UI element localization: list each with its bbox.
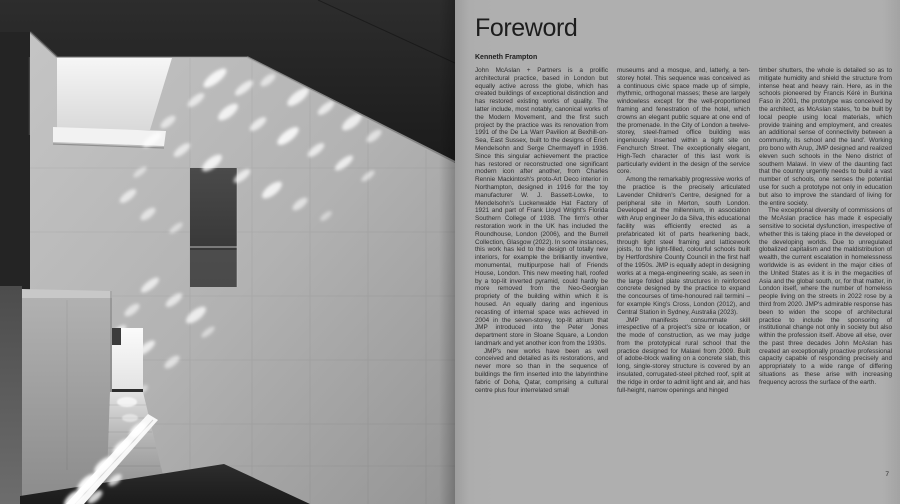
foreword-paragraph: museums and a mosque, and, latterly, a ten-storey hotel. This sequence was conceived as a continuous civic space made up of simple, rhythmic, orthogonal masses; these are largely windowless except for the well-proportioned framing and fenestration of the hotel, which crowns an elegant public square at one end of the promenade. In the City of London a twelve-storey, steel-framed office building was ingeniously inserted within a tight site on Fenchurch Street. The exceptionally elegant, High-Tech character of this last work is particularly evident in the design of the service core. — [617, 67, 750, 176]
foreword-paragraph: Among the remarkably progressive works of the practice is the precisely articulated Lavender Children's Centre, designed for a peripheral site in Merton, south London. Developed at the millennium, in association with Arup engineer Jo da Silva, this educational facility was efficiently erected as a prefabricated kit of parts hearkening back, through light steel framing and latticework joists, to the light-filled, colourful schools built by Hertfordshire County Council in the first half of the 1950s. JMP is equally adept in designing works at a mega-engineering scale, as seen in the large folded plate structures in reinforced concrete designed by the practice to expand the concourses of time-honoured rail termini – for example King's Cross, London (2012), and Central Station in Sydney, Australia (2023). — [617, 176, 750, 316]
foreword-paragraph: The exceptional diversity of commissions of the McAslan practice has made it especially sensitive to societal dysfunction, irrespective of whether this is taking place in the developed or the developing worlds. Due to unregulated globalized capitalism and the maldistribution of wealth, the current escalation in homelessness worldwide is as evident in the major cities of the United States as it is in the megacities of Asia and the global south, or, for that matter, in London itself, where the number of homeless people living on the streets in 2022 rose by a third from 2020. JMP's admirable response has been to widen the scope of architectural practice to include the sponsoring of institutional change not only in society but also within the profession itself. Above all else, over the past three decades John McAslan has created an exceptionally proactive professional capacity capable of responding precisely and appropriately to a wide range of differing situations as these arise with increasing frequency across the surface of the earth. — [759, 207, 892, 386]
foreword-paragraph: timber shutters, the whole is detailed so as to mitigate humidity and shield the structure from intense heat and heavy rain. Here, as in the schools pioneered by Francis Kéré in Burkina Faso in 2001, the prototype was conceived by the architect, as McAslan states, 'to be built by local people using local materials, which provide training and employment, and creates an additional sense of connectivity between a community, its school and the land'. Working pro bono with Arup, JMP designed and realized eleven such schools in the Neno district of southern Malawi. In view of the daunting fact that the country urgently needs to build a vast number of schools, one senses the potential use for such a prototype not only in education but also to improve the standard of living for the entire society. — [759, 67, 892, 207]
text-column-1 — [475, 67, 608, 394]
foreword-paragraph: John McAslan + Partners is a prolific architectural practice, based in London but equally active across the globe, which has created buildings of exceptional distinction and has restored existing works of quality. The latter include, most notably, canonical works of the Modern Movement, and the first such project by the practice was its renovation from 1991 of the De La Warr Pavilion at Bexhill-on-Sea, East Sussex, built to the designs of Erich Mendelsohn and Serge Chermayeff in 1936. Since this singular achievement the practice has restored or reconstructed one significant modern icon after another, from Charles Rennie Mackintosh's proto-Art Deco interior in Northampton, designed in 1916 for the toy manufacturer W. J. Bassett-Lowke, to Mendelsohn's Luckenwalde Hat Factory of 1921 and part of Frank Lloyd Wright's Florida Southern College of 1938. The firm's other restoration work in the UK has included the Roundhouse, London (2006), and the Burrell Collection, Glasgow (2022). In some instances, this work has led to the design of totally new interiors, for example the brilliantly inventive, monumental, multipurpose hall of Friends House, London. This new meeting hall, roofed by a top-lit inverted pyramid, could hardly be more removed from the Neo-Georgian propriety of the building within which it is housed. An equally daring and ingenious recasting of internal space was achieved in 2004 in the seven-storey, top-lit atrium that JMP introduced into the Peter Jones department store in Sloane Square, a London landmark and yet another icon from the 1930s. — [475, 67, 608, 347]
foreword-paragraph: JMP manifests consummate skill irrespective of a project's size or location, or the mode of construction, as we may judge from the prototypical rural school that the practice designed for Malawi from 2009. Built of adobe-block walling on a concrete slab, this long, single-storey structure is covered by an insulated, corrugated-steel pitched roof, split at the ridge in order to admit light and air, and has full-height, narrow openings and hinged — [617, 316, 750, 394]
text-column-2 — [617, 67, 750, 394]
right-page — [455, 0, 900, 504]
page-number: 7 — [885, 471, 889, 478]
text-column-3 — [759, 67, 892, 394]
page-title: Foreword — [475, 14, 578, 42]
author-byline: Kenneth Frampton — [475, 54, 538, 61]
text-columns — [475, 67, 892, 394]
foreword-paragraph: JMP's new works have been as well conceived and detailed as its restorations, and never more so than in the sequence of buildings the firm inserted into the labyrinthine fabric of Doha, Qatar, comprising a cultural centre plus four interrelated small — [475, 347, 608, 394]
